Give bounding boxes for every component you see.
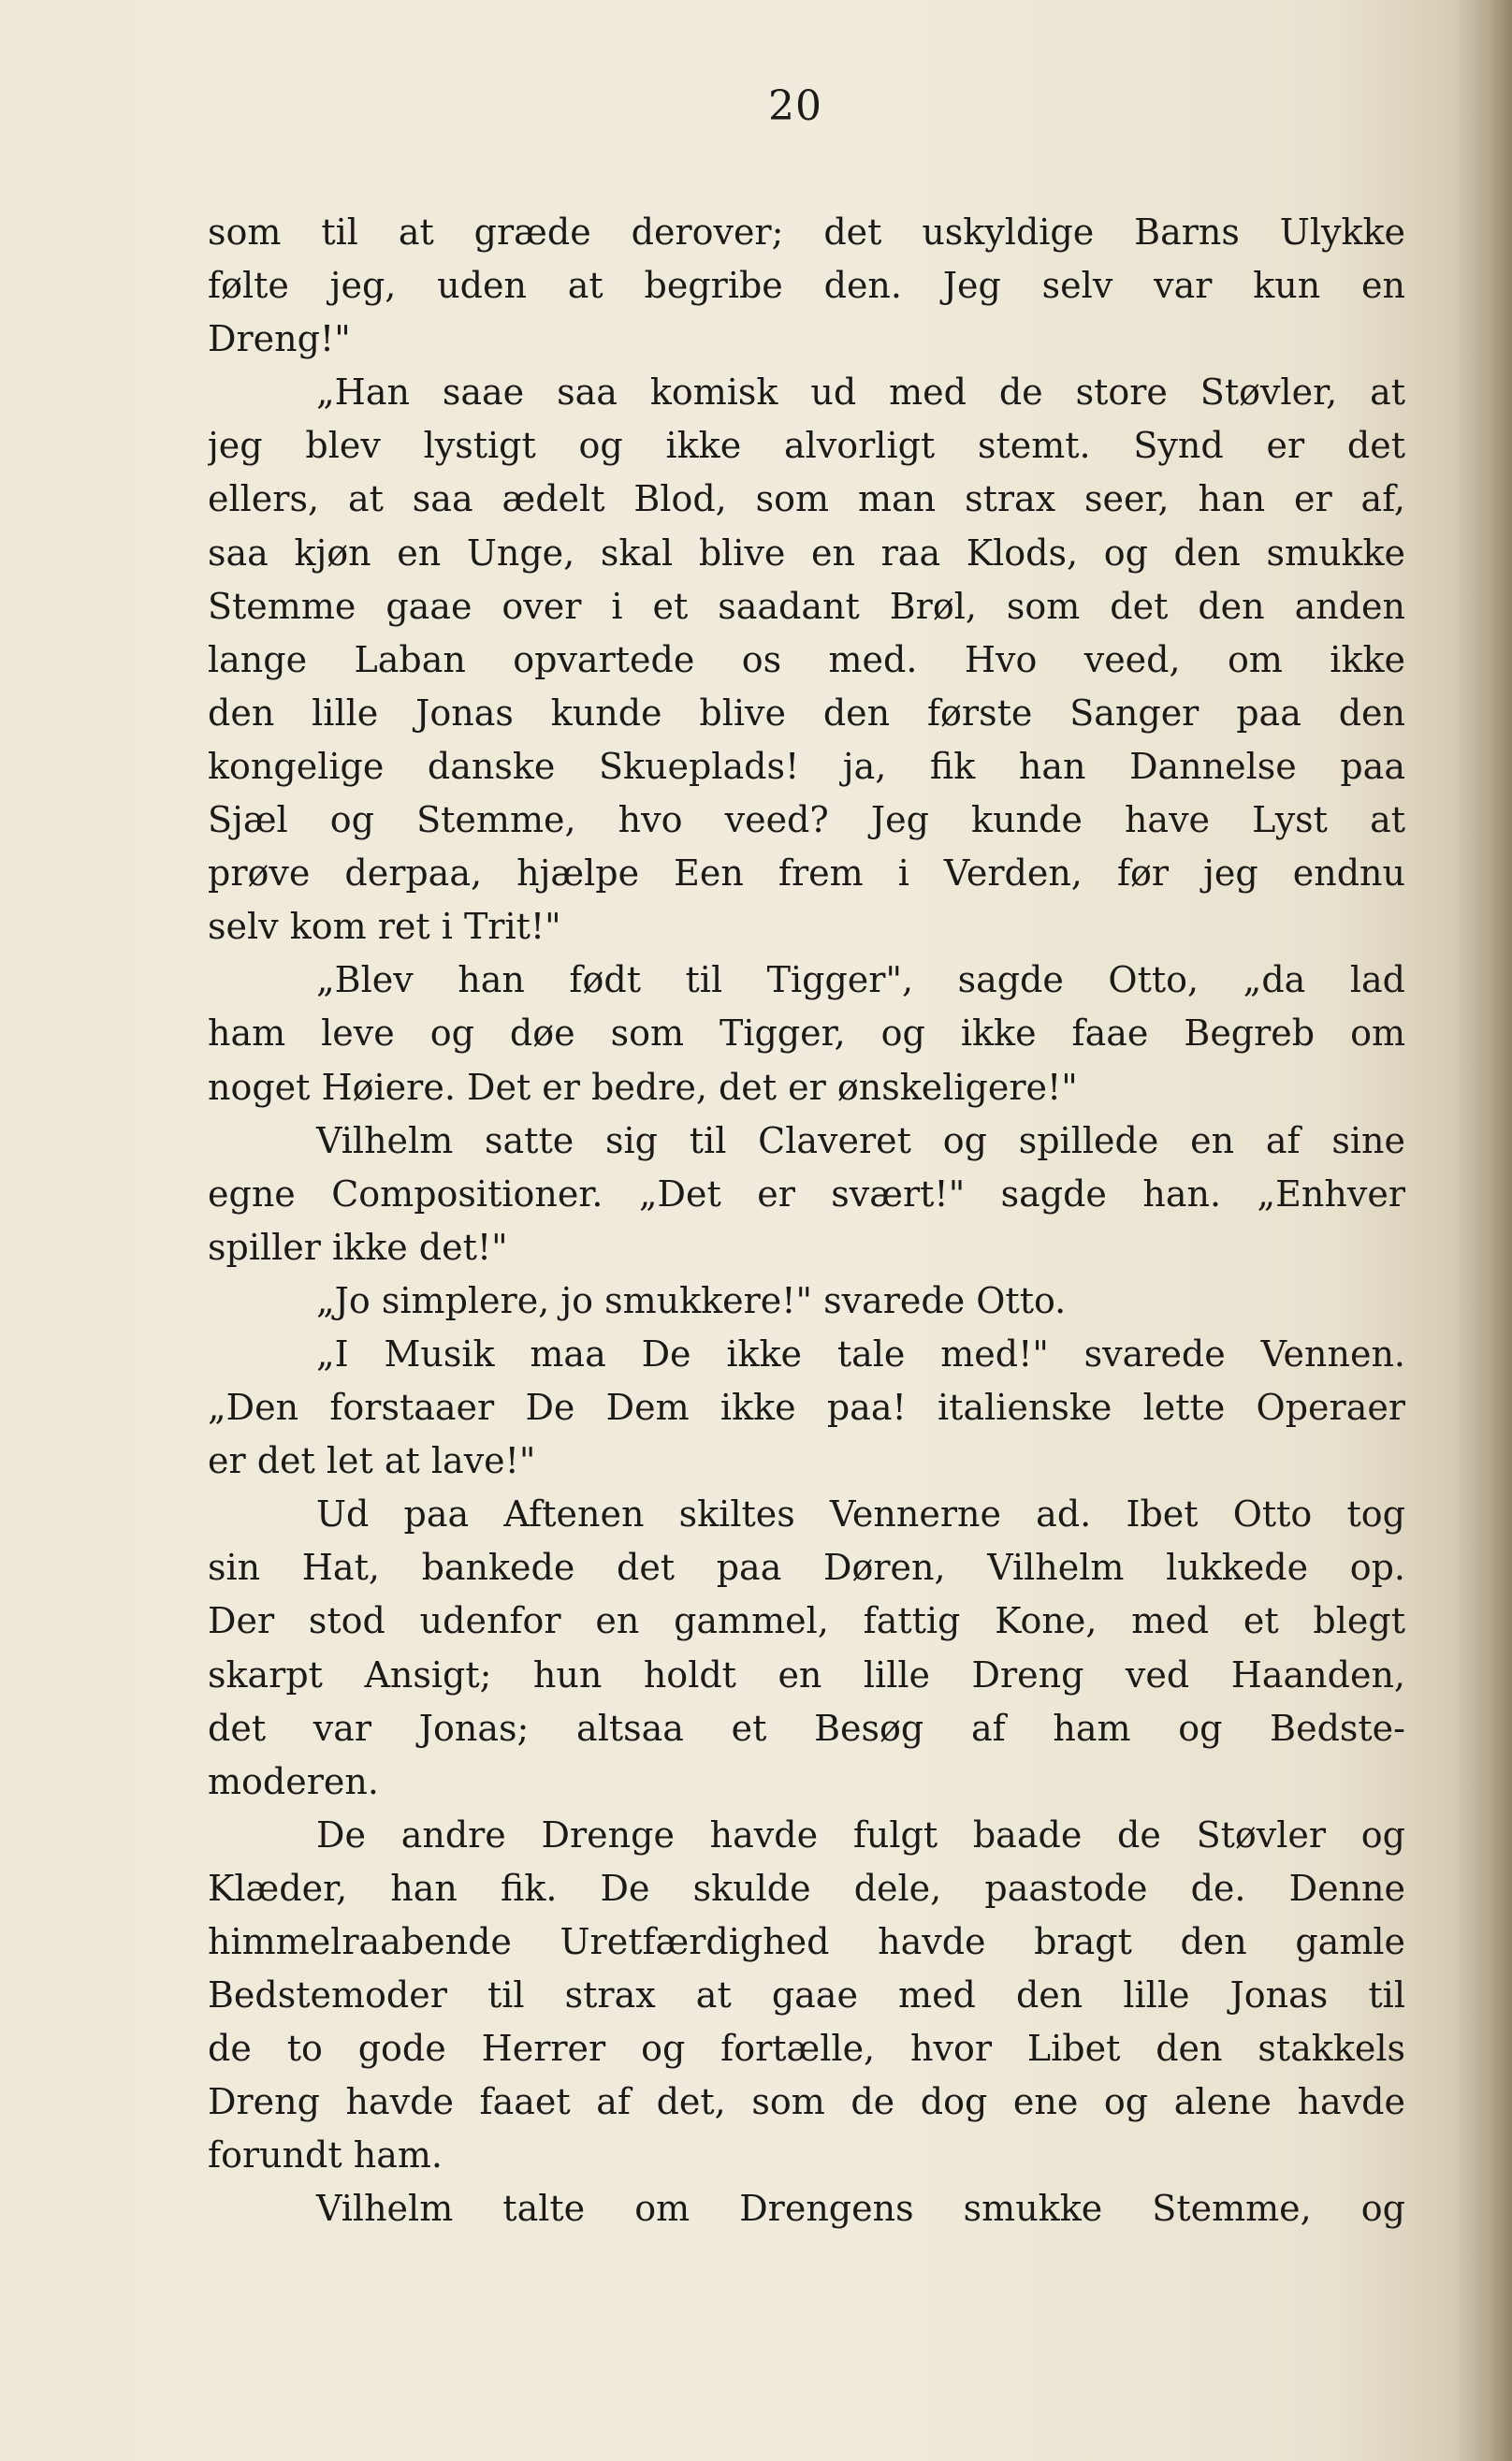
text-line: Vilhelm talte om Drengens smukke Stemme, og (316, 2188, 1405, 2230)
text-line: „Den forstaaer De Dem ikke paa! italienske lette Operaer (208, 1387, 1405, 1429)
text-line: Sjæl og Stemme, hvo veed? Jeg kunde have Lyst at (208, 799, 1405, 841)
text-line: følte jeg, uden at begribe den. Jeg selv var kun en (208, 265, 1405, 307)
text-line: egne Compositioner. „Det er svært!" sagde han. „Enhver (208, 1172, 1405, 1215)
text-line: Stemme gaae over i et saadant Brøl, som det den anden (208, 585, 1405, 627)
text-line: „Han saae saa komisk ud med de store Støvler, at (316, 371, 1405, 414)
text-line: forundt ham. (208, 2134, 443, 2177)
text-line: moderen. (208, 1760, 379, 1802)
body-text (208, 206, 1405, 2236)
text-line: Dreng havde faaet af det, som de dog ene og alene havde (208, 2081, 1405, 2123)
text-line: saa kjøn en Unge, skal blive en raa Klods, og den smukke (208, 532, 1405, 574)
text-line: spiller ikke det!" (208, 1226, 508, 1268)
text-line: selv kom ret i Trit!" (208, 906, 561, 948)
page-number: 20 (768, 82, 822, 130)
text-line: Dreng!" (208, 318, 351, 360)
text-line: kongelige danske Skueplads! ja, fik han Dannelse paa (208, 745, 1405, 787)
text-line: er det let at lave!" (208, 1440, 536, 1482)
text-line: som til at græde derover; det uskyldige Barns Ulykke (208, 211, 1405, 253)
text-line: Vilhelm satte sig til Claveret og spillede en af sine (316, 1119, 1405, 1161)
text-line: ham leve og døe som Tigger, og ikke faae Begreb om (208, 1012, 1405, 1055)
text-line: Ud paa Aftenen skiltes Vennerne ad. Ibet Otto tog (316, 1493, 1405, 1536)
text-line: det var Jonas; altsaa et Besøg af ham og Bedste- (208, 1707, 1405, 1749)
text-line: De andre Drenge havde fulgt baade de Støvler og (316, 1813, 1405, 1856)
page-edge-shadow (1456, 0, 1512, 2461)
text-line: Klæder, han fik. De skulde dele, paastode de. Denne (208, 1867, 1405, 1909)
text-line: ellers, at saa ædelt Blod, som man strax seer, han er af, (208, 478, 1405, 520)
text-line: de to gode Herrer og fortælle, hvor Libet den stakkels (208, 2028, 1405, 2070)
text-line: prøve derpaa, hjælpe Een frem i Verden, før jeg endnu (208, 852, 1405, 895)
text-line: sin Hat, bankede det paa Døren, Vilhelm lukkede op. (208, 1547, 1405, 1589)
text-line: Bedstemoder til strax at gaae med den lille Jonas til (208, 1974, 1405, 2017)
text-line: lange Laban opvartede os med. Hvo veed, om ikke (208, 638, 1405, 680)
text-line: „I Musik maa De ikke tale med!" svarede Vennen. (316, 1332, 1405, 1375)
text-line: himmelraabende Uretfærdighed havde bragt den gamle (208, 1921, 1405, 1962)
text-line: Der stod udenfor en gammel, fattig Kone, med et blegt (208, 1600, 1405, 1642)
text-line: noget Høiere. Det er bedre, det er ønskeligere!" (208, 1066, 1078, 1108)
text-line: „Blev han født til Tigger", sagde Otto, „da lad (316, 959, 1405, 1001)
text-line: den lille Jonas kunde blive den første Sanger paa den (208, 692, 1405, 734)
text-line: skarpt Ansigt; hun holdt en lille Dreng ved Haanden, (208, 1653, 1405, 1696)
text-line: „Jo simplere, jo smukkere!" svarede Otto. (316, 1279, 1067, 1321)
text-line: jeg blev lystigt og ikke alvorligt stemt. Synd er det (208, 425, 1405, 467)
